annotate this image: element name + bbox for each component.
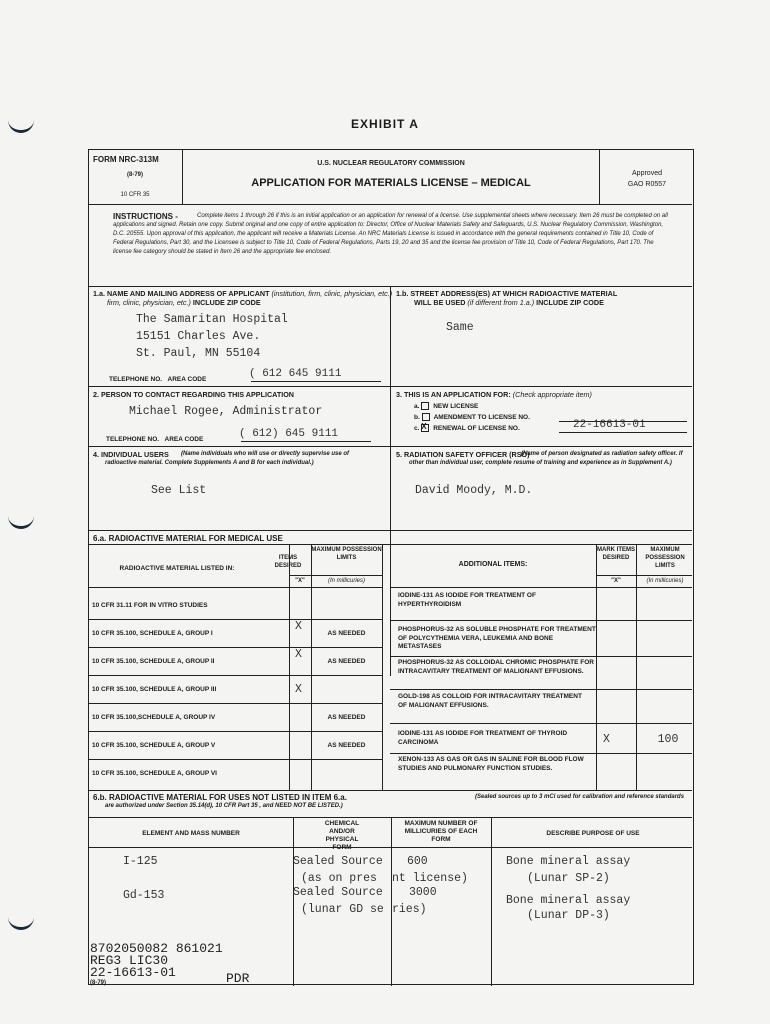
item1b-label: 1.b. STREET ADDRESS(ES) AT WHICH RADIOACTIVE MATERIAL xyxy=(396,289,618,298)
item1a-label-suffix: firm, clinic, physician, etc.) INCLUDE ZIP CODE xyxy=(107,298,261,307)
stamp-license: 22-16613-01 xyxy=(90,965,176,980)
additional-item: XENON-133 AS GAS OR GAS IN SALINE FOR BLOOD FLOW STUDIES AND PULMONARY FUNCTION STUDIES. xyxy=(398,756,584,772)
material-row: 10 CFR 35.100, SCHEDULE A, GROUP VI xyxy=(92,770,217,777)
binder-hole-mark xyxy=(8,913,34,930)
item5-note: (Name of person designated as radiation safety officer. If other than individual user, complete resume of training and experience as in Supplement A.) xyxy=(409,451,683,466)
material-row: 10 CFR 35.100, SCHEDULE A, GROUP V xyxy=(92,742,216,749)
col-max-millicuries: MAXIMUM NUMBER OF MILLICURIES OF EACH FORM xyxy=(404,820,478,843)
applicant-street: 15151 Charles Ave. xyxy=(136,330,261,343)
element-value: I-125 xyxy=(123,855,158,868)
option-new-license[interactable]: a. NEW LICENSE xyxy=(414,403,479,410)
additional-item: PHOSPHORUS-32 AS COLLOIDAL CHROMIC PHOSPHATE FOR INTRACAVITARY TREATMENT OF MALIGNANT EFFUSIONS. xyxy=(398,659,594,675)
item1b-label-line2: WILL BE USED (if different from 1.a.) INCLUDE ZIP CODE xyxy=(414,298,604,307)
nrc-form xyxy=(88,149,694,985)
amount-value: 3000 xyxy=(409,886,437,899)
option-amendment[interactable]: b. AMENDMENT TO LICENSE NO. xyxy=(414,414,530,421)
additional-item: IODINE-131 AS IODIDE FOR TREATMENT OF HYPERTHYROIDISM xyxy=(398,592,536,608)
material-x: X xyxy=(295,683,302,696)
exhibit-title: EXHIBIT A xyxy=(351,117,419,131)
form-value: (lunar GD se xyxy=(301,903,384,916)
col-max-limits: MAXIMUM POSSESSION LIMITS xyxy=(311,547,382,561)
material-limit: AS NEEDED xyxy=(327,742,366,749)
binder-hole-mark xyxy=(8,512,34,529)
material-x: X xyxy=(295,648,302,661)
col-max-limits-note: (In millicuries) xyxy=(327,578,365,584)
form-value: Sealed Source xyxy=(293,886,383,899)
material-row: 10 CFR 35.100, SCHEDULE A, GROUP II xyxy=(92,658,215,665)
purpose-value: (Lunar DP-3) xyxy=(527,909,610,922)
col-max-limits-right: MAXIMUM POSSESSION LIMITS xyxy=(645,547,685,569)
purpose-value: (Lunar SP-2) xyxy=(527,872,610,885)
rso-value: David Moody, M.D. xyxy=(415,484,533,497)
col-additional-items: ADDITIONAL ITEMS: xyxy=(458,561,528,568)
element-value: Gd-153 xyxy=(123,889,165,902)
material-limit: AS NEEDED xyxy=(327,714,366,721)
agency-name: U.S. NUCLEAR REGULATORY COMMISSION xyxy=(317,160,465,167)
col-x-right: "X" xyxy=(611,578,621,584)
instructions-label: INSTRUCTIONS - xyxy=(113,212,178,221)
col-purpose: DESCRIBE PURPOSE OF USE xyxy=(546,830,640,837)
item6b-note: (Sealed sources up to 3 mCi used for calibration and reference standards are authorized under Section 35.14(d), 10 CFR Part 35 , and NEED NOT BE LISTED.) xyxy=(105,794,685,809)
gao-number: GAO R0557 xyxy=(627,181,667,188)
additional-item: GOLD-198 AS COLLOID FOR INTRACAVITARY TREATMENT OF MALIGNANT EFFUSIONS. xyxy=(398,693,582,709)
col-mark-items: MARK ITEMS DESIRED xyxy=(597,547,635,561)
col-chemical-form: CHEMICAL AND/OR PHYSICAL FORM xyxy=(324,820,360,851)
col-x-left: "X" xyxy=(295,578,305,584)
applicant-city: St. Paul, MN 55104 xyxy=(136,347,261,360)
additional-item: IODINE-131 AS IODIDE FOR TREATMENT OF THYROID CARCINOMA xyxy=(398,730,568,746)
col-radioactive-material: RADIOACTIVE MATERIAL LISTED IN: xyxy=(119,565,235,572)
material-limit: AS NEEDED xyxy=(327,630,366,637)
form-value: Sealed Source xyxy=(293,855,383,868)
item6b-title: 6.b. RADIOACTIVE MATERIAL FOR USES NOT LISTED IN ITEM 6.a. xyxy=(93,793,347,802)
col-items-desired: ITEMS DESIRED xyxy=(274,555,302,569)
col-element: ELEMENT AND MASS NUMBER xyxy=(142,830,240,837)
item1a-label: 1.a. NAME AND MAILING ADDRESS OF APPLICANT (institution, firm, clinic, physician, etc.) xyxy=(93,289,393,298)
purpose-value: Bone mineral assay xyxy=(506,894,631,907)
material-limit: AS NEEDED xyxy=(327,658,366,665)
applicant-phone: ( 612 645 9111 xyxy=(249,368,342,380)
contact-person: Michael Rogee, Administrator xyxy=(129,405,323,418)
form-value: (as on pres xyxy=(301,872,377,885)
amount-value: nt license) xyxy=(392,872,468,885)
checkbox[interactable] xyxy=(421,402,429,410)
contact-phone: ( 612) 645 9111 xyxy=(239,428,339,440)
additional-item: PHOSPHORUS-32 AS SOLUBLE PHOSPHATE FOR TREATMENT OF POLYCYTHEMIA VERA, LEUKEMIA AND BONE METASTASES xyxy=(398,626,596,650)
item4-label: 4. INDIVIDUAL USERS xyxy=(93,450,169,459)
item3-label: 3. THIS IS AN APPLICATION FOR: (Check appropriate item) xyxy=(396,390,592,399)
additional-item-x: X xyxy=(603,733,610,746)
item5-label: 5. RADIATION SAFETY OFFICER (RSO) xyxy=(396,450,530,459)
stamp-document-number: 8702050082 861021 xyxy=(90,941,223,956)
material-x: X xyxy=(295,620,302,633)
item2-label: 2. PERSON TO CONTACT REGARDING THIS APPLICATION xyxy=(93,390,294,399)
item4-note: (Name individuals who will use or directly supervise use of radioactive material. Complete Supplements A and B for each individual.) xyxy=(105,451,350,466)
additional-item-limit: 100 xyxy=(657,733,679,746)
individual-users-value: See List xyxy=(151,484,207,497)
renewal-license-number: 22-16613-01 xyxy=(573,419,646,431)
material-row: 10 CFR 35.100, SCHEDULE A, GROUP I xyxy=(92,630,213,637)
form-number: FORM NRC-313M xyxy=(93,155,159,164)
applicant-name: The Samaritan Hospital xyxy=(136,313,288,326)
material-row: 10 CFR 35.100, SCHEDULE A, GROUP III xyxy=(92,686,217,693)
amount-value: 600 xyxy=(407,855,428,868)
footer-form-date: (8-79) xyxy=(90,980,107,986)
purpose-value: Bone mineral assay xyxy=(506,855,631,868)
checkbox[interactable] xyxy=(422,413,430,421)
material-row: 10 CFR 31.11 FOR IN VITRO STUDIES xyxy=(92,602,208,609)
approval-label: Approved xyxy=(632,170,662,177)
option-renewal[interactable]: c. X RENEWAL OF LICENSE NO. xyxy=(414,424,520,433)
stamp-pdr: PDR xyxy=(226,971,250,986)
col-max-limits-right-note: (In millicuries) xyxy=(646,578,684,584)
street-address-value: Same xyxy=(446,321,474,334)
instructions-text: Complete items 1 through 26 if this is an initial application or an application for renewal of a license. Use supplemental sheets where necessary. Item 26 must be completed on all applications and signed. Retain one copy. Submit original and one copy of entire application to: Director, Office of Nuclear Materials Safety and Safeguards, U.S. Nuclear Regulatory Commission, Washington, D.C. 20555. Upon approval of this application, the applicant will receive a Materials License. An NRC Materials License is issued in accordance with the general requirements contained in Title 10, Code of Federal Regulations, Part 30, and the Licensee is subject to Title 10, Code of Federal Regulations, Parts 19, 20 and 35 and the license fee provision of Title 10, Code of Federal Regulations, Part 170. The license fee category should be stated in Item 26 and the appropriate fee enclosed. xyxy=(113,213,668,255)
item6a-title: 6.a. RADIOACTIVE MATERIAL FOR MEDICAL USE xyxy=(93,534,283,543)
item1a-phone-label: TELEPHONE NO. AREA CODE xyxy=(109,376,207,383)
amount-value: ries) xyxy=(392,903,427,916)
checkbox-checked[interactable] xyxy=(421,424,429,432)
form-cfr: 10 CFR 35 xyxy=(120,192,150,198)
material-row: 10 CFR 35.100,SCHEDULE A, GROUP IV xyxy=(92,714,216,721)
form-date: (8-79) xyxy=(126,172,143,178)
item2-phone-label: TELEPHONE NO. AREA CODE xyxy=(106,436,204,443)
stamp-docket: REG3 LIC30 xyxy=(90,953,169,968)
form-title: APPLICATION FOR MATERIALS LICENSE – MEDICAL xyxy=(251,177,531,189)
